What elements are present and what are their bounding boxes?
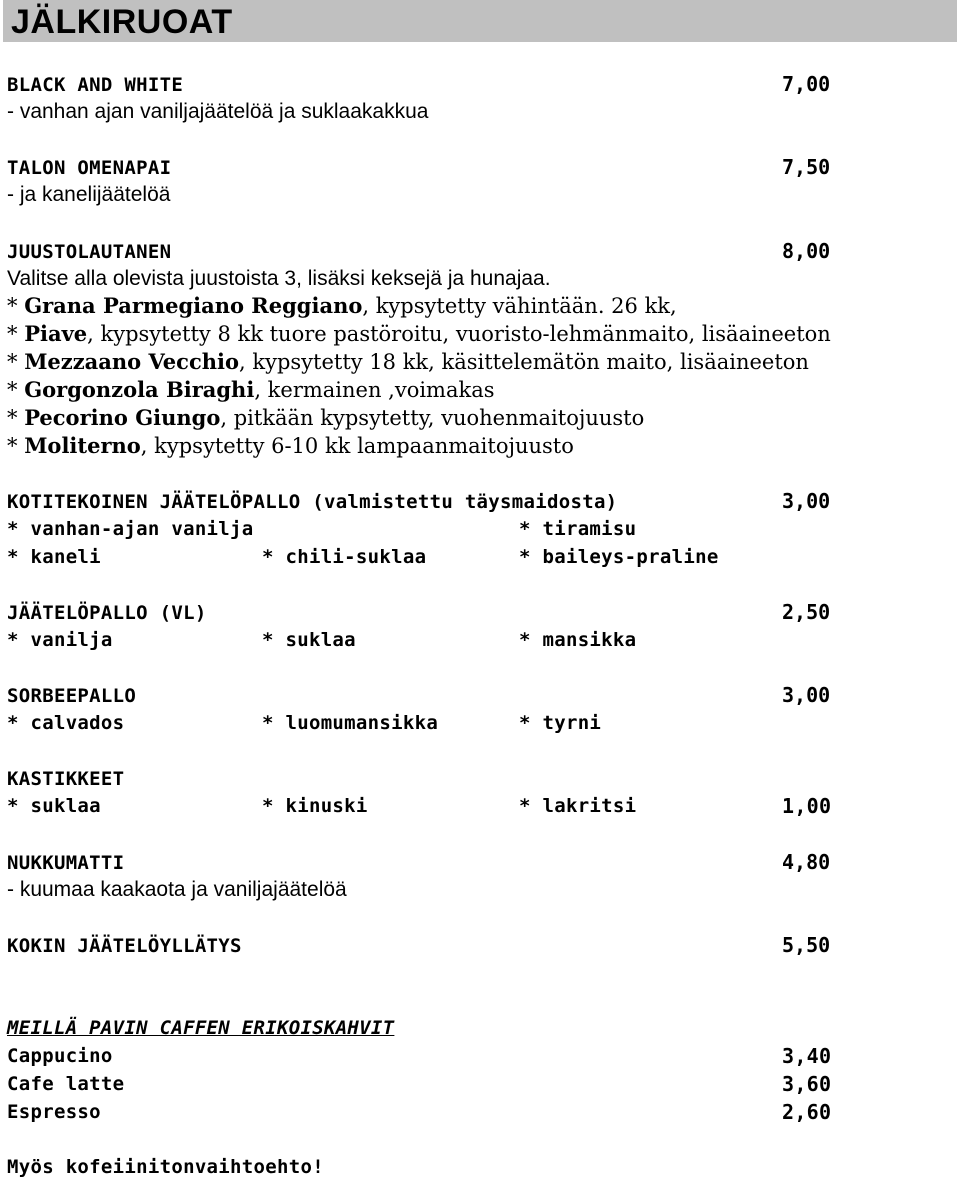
item-price: 2,50: [782, 600, 831, 624]
item-name: KOKIN JÄÄTELÖYLLÄTYS: [7, 935, 242, 957]
item-name: JUUSTOLAUTANEN: [7, 241, 172, 263]
item-price: 7,50: [782, 155, 831, 179]
item-description: - ja kanelijäätelöä: [7, 183, 171, 206]
header-bar: [3, 0, 957, 42]
cheese-desc: , kypsytetty vähintään. 26 kk,: [362, 294, 677, 318]
flavor: * lakritsi: [519, 795, 637, 817]
item-name: KOTITEKOINEN JÄÄTELÖPALLO (valmistettu täysmaidosta): [7, 491, 618, 513]
cheese-item: * Mezzaano Vecchio, kypsytetty 18 kk, käsittelemätön maito, lisäaineeton: [7, 349, 809, 374]
item-price: 4,80: [782, 850, 831, 874]
coffee-item: [7, 1042, 847, 1070]
menu-item-kotitekoinen: [7, 487, 847, 515]
flavor: * vanilja: [7, 629, 113, 651]
coffee-name: Cappucino: [7, 1045, 113, 1067]
flavor: * mansikka: [519, 629, 637, 651]
cheese-intro: Valitse alla olevista juustoista 3, lisäksi keksejä ja hunajaa.: [7, 267, 551, 290]
cheese-name: Grana Parmegiano Reggiano: [24, 293, 363, 318]
menu-item-nukkumatti: [7, 848, 847, 876]
item-price: 1,00: [782, 794, 832, 818]
menu-item-black-and-white: [7, 70, 847, 98]
decaf-note: Myös kofeiinitonvaihtoehto!: [7, 1156, 324, 1178]
item-name: JÄÄTELÖPALLO (VL): [7, 602, 207, 624]
flavor: * vanhan-ajan vanilja: [7, 518, 254, 540]
menu-item-jaatelopallo: [7, 598, 847, 626]
coffee-price: 3,40: [782, 1044, 832, 1068]
flavor-row: [7, 543, 847, 571]
flavor-row: [7, 792, 847, 820]
flavor-row: [7, 626, 847, 654]
item-price: 3,00: [782, 489, 831, 513]
item-description: - kuumaa kaakaota ja vaniljajäätelöä: [7, 878, 347, 901]
flavor-row: [7, 709, 847, 737]
coffee-item: [7, 1070, 847, 1098]
cheese-desc: , pitkään kypsytetty, vuohenmaitojuusto: [220, 406, 645, 430]
coffee-item: [7, 1098, 847, 1126]
item-price: 8,00: [782, 239, 831, 263]
page-title: JÄLKIRUOAT: [11, 3, 233, 41]
item-price: 3,00: [782, 683, 831, 707]
cheese-item: * Moliterno, kypsytetty 6-10 kk lampaanmaitojuusto: [7, 433, 574, 458]
menu-item-omenapai: [7, 153, 847, 181]
menu-item-kastikkeet: [7, 764, 847, 792]
coffee-name: Cafe latte: [7, 1073, 125, 1095]
flavor: * luomumansikka: [262, 712, 439, 734]
cheese-name: Gorgonzola Biraghi: [24, 377, 255, 402]
flavor: * kaneli: [7, 546, 101, 568]
item-name: TALON OMENAPAI: [7, 157, 172, 179]
item-price: 7,00: [782, 72, 831, 96]
flavor: * suklaa: [262, 629, 356, 651]
menu-item-juustolautanen: [7, 237, 847, 265]
flavor: * tyrni: [519, 712, 602, 734]
item-price: 5,50: [782, 933, 831, 957]
item-name: SORBEEPALLO: [7, 685, 137, 707]
cheese-desc: , kypsytetty 18 kk, käsittelemätön maito, lisäaineeton: [239, 350, 809, 374]
menu-item-kokin: [7, 931, 847, 959]
flavor: * kinuski: [262, 795, 368, 817]
coffee-price: 2,60: [782, 1100, 832, 1124]
cheese-item: * Pecorino Giungo, pitkään kypsytetty, vuohenmaitojuusto: [7, 405, 645, 430]
cheese-name: Piave: [24, 321, 88, 346]
coffee-price: 3,60: [782, 1072, 832, 1096]
cheese-item: * Piave, kypsytetty 8 kk tuore pastöroitu, vuoristo-lehmänmaito, lisäaineeton: [7, 321, 831, 346]
cheese-item: * Gorgonzola Biraghi, kermainen ,voimakas: [7, 377, 495, 402]
flavor: * suklaa: [7, 795, 101, 817]
flavor-row: [7, 515, 847, 543]
cheese-item: * Grana Parmegiano Reggiano, kypsytetty vähintään. 26 kk,: [7, 293, 677, 318]
menu-item-sorbeepallo: [7, 681, 847, 709]
cheese-desc: , kypsytetty 6-10 kk lampaanmaitojuusto: [140, 434, 574, 458]
item-name: BLACK AND WHITE: [7, 74, 184, 96]
flavor: * calvados: [7, 712, 125, 734]
cheese-name: Mezzaano Vecchio: [24, 349, 239, 374]
flavor: * tiramisu: [519, 518, 637, 540]
item-name: KASTIKKEET: [7, 768, 125, 790]
cheese-desc: , kypsytetty 8 kk tuore pastöroitu, vuoristo-lehmänmaito, lisäaineeton: [87, 322, 831, 346]
item-name: NUKKUMATTI: [7, 852, 125, 874]
item-description: - vanhan ajan vaniljajäätelöä ja suklaakakkua: [7, 100, 429, 123]
cheese-name: Moliterno: [24, 433, 141, 458]
cheese-name: Pecorino Giungo: [24, 405, 221, 430]
coffee-name: Espresso: [7, 1101, 101, 1123]
flavor: * chili-suklaa: [262, 546, 427, 568]
cheese-desc: , kermainen ,voimakas: [254, 378, 495, 402]
flavor: * baileys-praline: [519, 546, 719, 568]
coffee-heading: MEILLÄ PAVIN CAFFEN ERIKOISKAHVIT: [7, 1017, 395, 1039]
